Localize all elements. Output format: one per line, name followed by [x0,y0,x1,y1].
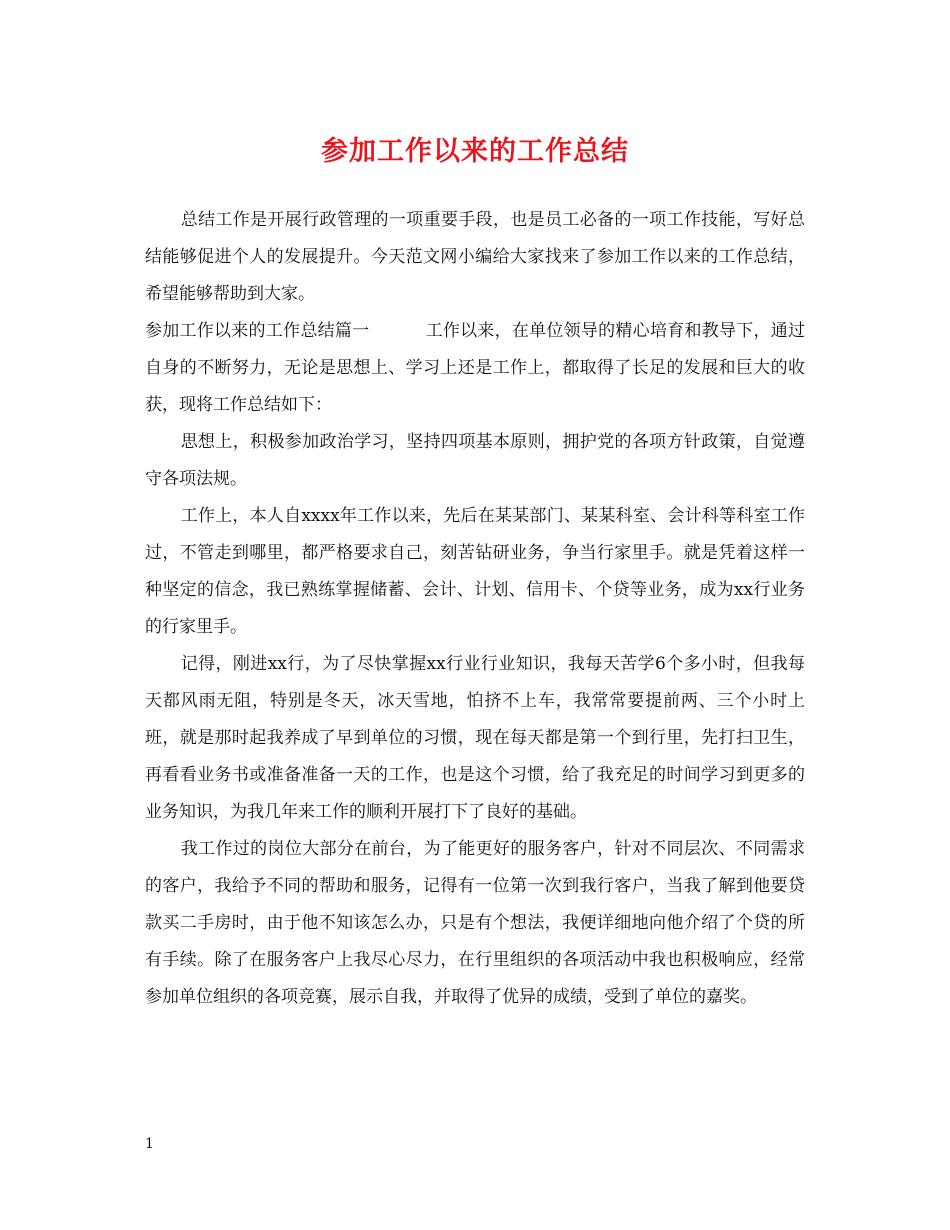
paragraph-work: 工作上，本人自xxxx年工作以来，先后在某某部门、某某科室、会计科等科室工作过，不管走到哪里，都严格要求自己，刻苦钻研业务，争当行家里手。就是凭着这样一种坚定的信念，我已熟练掌握储蓄、会计、计划、信用卡、个贷等业务，成为xx行业务的行家里手。 [145,506,805,637]
section-first-paragraph [145,313,805,424]
paragraph-memory: 记得，刚进xx行，为了尽快掌握xx行业行业知识，我每天苦学6个多小时，但我每天都风雨无阻，特别是冬天，冰天雪地，怕挤不上车，我常常要提前两、三个小时上班，就是那时起我养成了早到单位的习惯，现在每天都是第一个到行里，先打扫卫生，再看看业务书或准备准备一天的工作，也是这个习惯，给了我充足的时间学习到更多的业务知识，为我几年来工作的顺利开展打下了良好的基础。 [145,654,805,822]
section-opening-text: 工作以来，在单位领导的精心培育和教导下，通过自身的不断努力，无论是思想上、学习上还是工作上，都取得了长足的发展和巨大的收获，现将工作总结如下： [145,321,805,415]
document-title: 参加工作以来的工作总结 [321,136,629,167]
paragraph-thought: 思想上，积极参加政治学习，坚持四项基本原则，拥护党的各项方针政策，自觉遵守各项法规。 [145,432,805,489]
document-body [145,202,805,1016]
intro-paragraph: 总结工作是开展行政管理的一项重要手段，也是员工必备的一项工作技能，写好总结能够促进个人的发展提升。今天范文网小编给大家找来了参加工作以来的工作总结，希望能够帮助到大家。 [145,210,805,304]
page-number: 1 [145,1136,154,1152]
section-heading: 参加工作以来的工作总结篇一 [145,321,370,341]
paragraph-service: 我工作过的岗位大部分在前台，为了能更好的服务客户，针对不同层次、不同需求的客户，我给予不同的帮助和服务，记得有一位第一次到我行客户，当我了解到他要贷款买二手房时，由于他不知该怎么办，只是有个想法，我便详细地向他介绍了个贷的所有手续。除了在服务客户上我尽心尽力，在行里组织的各项活动中我也积极响应，经常参加单位组织的各项竞赛，展示自我，并取得了优异的成绩，受到了单位的嘉奖。 [145,839,805,1007]
